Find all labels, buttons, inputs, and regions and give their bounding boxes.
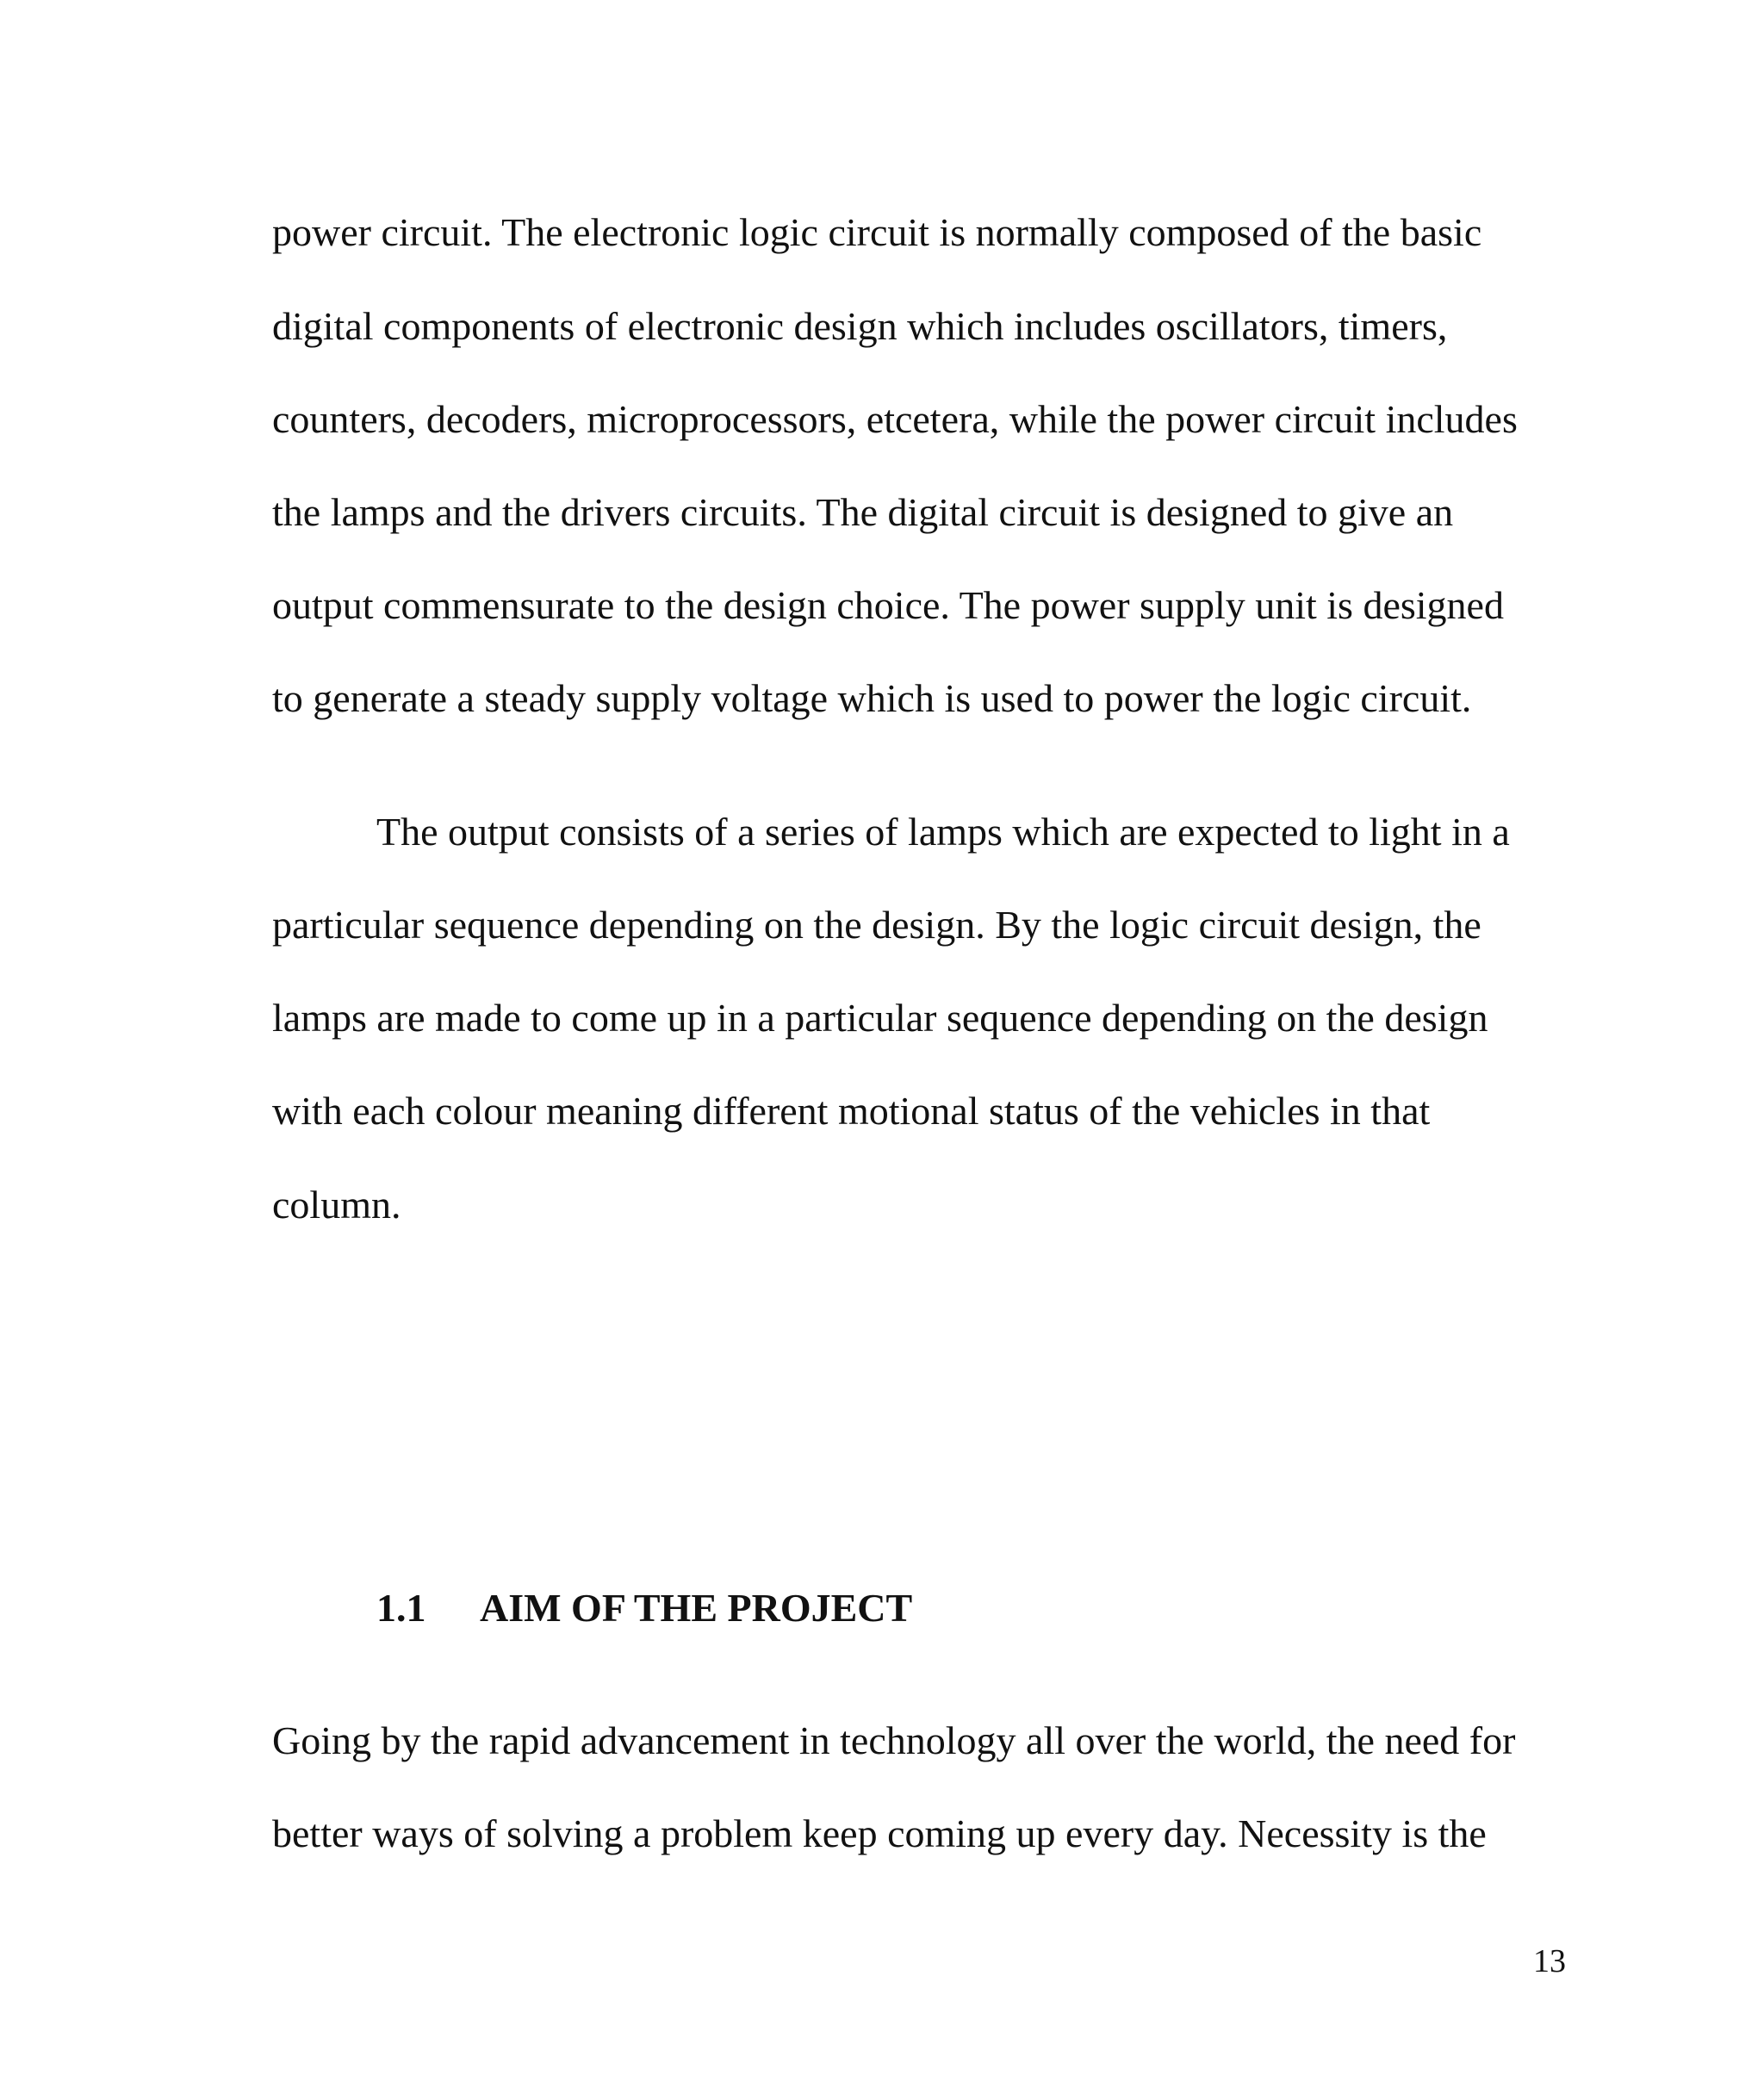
text-line: The output consists of a series of lamps which are expected to light in a xyxy=(376,810,1510,854)
text-line: Going by the rapid advancement in technology all over the world, the need for xyxy=(272,1718,1516,1762)
text-line: output commensurate to the design choice. The power supply unit is designed xyxy=(272,583,1504,627)
text-line: with each colour meaning different motional status of the vehicles in that xyxy=(272,1089,1431,1133)
text-line: better ways of solving a problem keep coming up every day. Necessity is the xyxy=(272,1811,1487,1855)
text-line: lamps are made to come up in a particular sequence depending on the design xyxy=(272,996,1488,1040)
text-line: column. xyxy=(272,1183,401,1227)
text-line: particular sequence depending on the design. By the logic circuit design, the xyxy=(272,903,1481,947)
text-line: power circuit. The electronic logic circuit is normally composed of the basic xyxy=(272,210,1482,254)
text-line: to generate a steady supply voltage which is used to power the logic circuit. xyxy=(272,676,1472,720)
text-line: digital components of electronic design which includes oscillators, timers, xyxy=(272,304,1448,348)
section-number: 1.1 xyxy=(376,1586,426,1630)
text-line: counters, decoders, microprocessors, etcetera, while the power circuit includes xyxy=(272,397,1518,441)
section-title: AIM OF THE PROJECT xyxy=(480,1586,913,1630)
text-line: the lamps and the drivers circuits. The digital circuit is designed to give an xyxy=(272,490,1454,534)
page-number: 13 xyxy=(1533,1943,1566,1979)
